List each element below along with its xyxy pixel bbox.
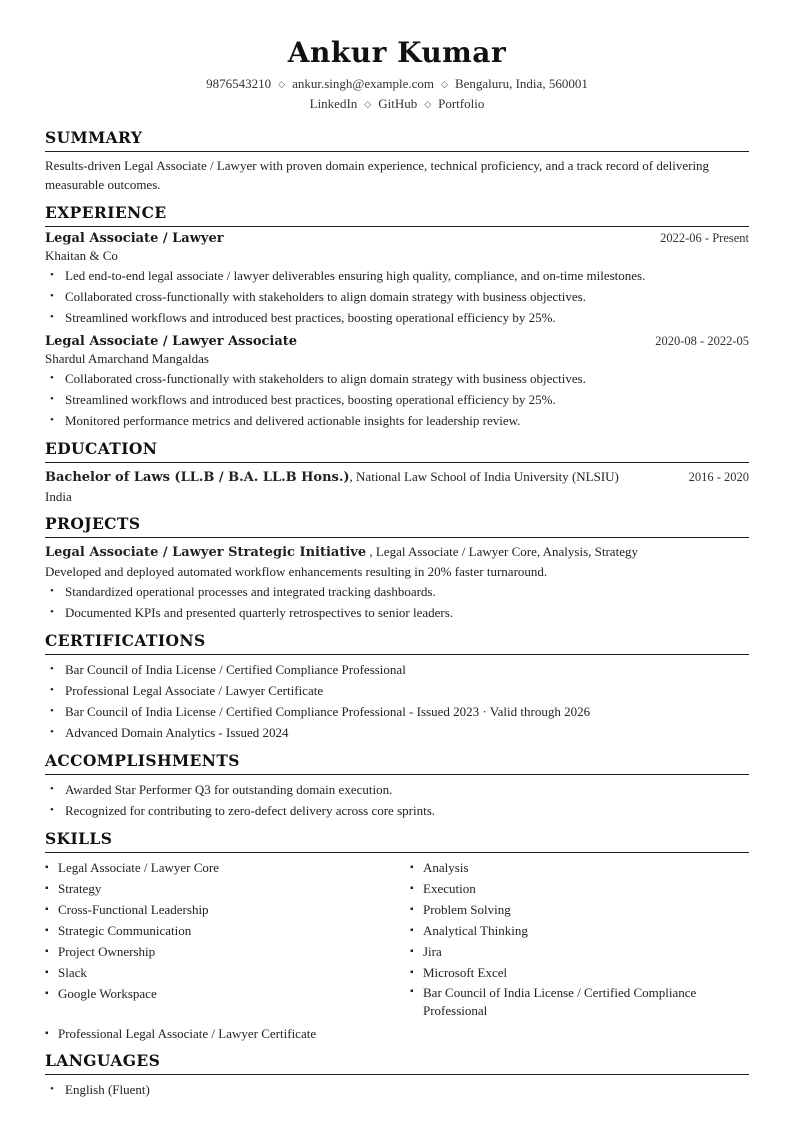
list-item: • Monitored performance metrics and delivered actionable insights for leadership review. [45,410,749,431]
accomplishments-section [45,751,749,821]
skill-item: ▪ Professional Legal Associate / Lawyer Certificate [45,1023,410,1044]
list-item: • Bar Council of India License / Certified Compliance Professional - Issued 2023 · Valid through 2026 [45,701,749,722]
list-item: • Collaborated cross-functionally with stakeholders to align domain strategy with business objectives. [45,368,749,389]
skill-item: ▪ Project Ownership [45,941,410,962]
skill-item: ▪ Legal Associate / Lawyer Core [45,857,410,878]
list-item: • Streamlined workflows and introduced best practices, boosting operational efficiency by 25%. [45,389,749,410]
job-entry [45,231,749,328]
degree: Bachelor of Laws (LL.B / B.A. LL.B Hons.) [45,470,350,485]
separator-icon: ◇ [441,79,448,89]
section-title: LANGUAGES [45,1051,749,1075]
contact-line [45,74,749,94]
job-company: Shardul Amarchand Mangaldas [45,351,209,366]
job-role: Legal Associate / Lawyer [45,231,224,246]
skill-item: ▪ Bar Council of India License / Certified Compliance Professional [410,983,749,1020]
certifications-list [45,659,749,743]
certifications-section [45,631,749,743]
project-name: Legal Associate / Lawyer Strategic Initiative [45,545,367,560]
section-title: EXPERIENCE [45,203,749,227]
list-item: • Recognized for contributing to zero-defect delivery across core sprints. [45,800,749,821]
school: , National Law School of India University (NLSIU) [349,469,619,484]
education-dates: 2016 - 2020 [688,470,749,484]
links-line [45,94,749,114]
skill-item: ▪ Google Workspace [45,983,410,1020]
summary-text: Results-driven Legal Associate / Lawyer with proven domain experience, technical proficiency, and a track record of delivering measurable outcomes. [45,158,710,192]
list-item: • Professional Legal Associate / Lawyer Certificate [45,680,749,701]
skills-section [45,829,749,1044]
portfolio-link[interactable]: Portfolio [438,96,485,111]
summary-section [45,128,749,194]
project-header [45,542,749,562]
experience-section [45,203,749,431]
project-description: Developed and deployed automated workflow enhancements resulting in 20% faster turnaround. [45,564,548,579]
separator-icon: ◇ [364,99,372,109]
skill-item: ▪ Execution [410,878,749,899]
section-title: EDUCATION [45,439,749,463]
skill-item: ▪ Analytical Thinking [410,920,749,941]
job-company: Khaitan & Co [45,248,118,263]
skill-item: ▪ Strategy [45,878,410,899]
github-link[interactable]: GitHub [378,96,418,111]
skill-item: ▪ Strategic Communication [45,920,410,941]
list-item: • Streamlined workflows and introduced best practices, boosting operational efficiency by 25%. [45,307,749,328]
resume-page [45,34,749,1100]
skill-item: ▪ Cross-Functional Leadership [45,899,410,920]
projects-section [45,514,749,623]
location: Bengaluru, India, 560001 [454,76,588,91]
job-bullets [45,368,749,431]
skill-item: ▪ Problem Solving [410,899,749,920]
phone-number: 9876543210 [206,76,272,91]
email-link[interactable]: ankur.singh@example.com [292,76,435,91]
section-title: ACCOMPLISHMENTS [45,751,749,775]
list-item: • Bar Council of India License / Certified Compliance Professional [45,659,749,680]
accomplishments-list [45,779,749,821]
list-item: • Collaborated cross-functionally with stakeholders to align domain strategy with business objectives. [45,286,749,307]
job-dates: 2020-08 - 2022-05 [655,334,749,348]
candidate-name: Ankur Kumar [287,36,507,69]
skill-item: ▪ Jira [410,941,749,962]
skill-item: ▪ Microsoft Excel [410,962,749,983]
list-item: • Awarded Star Performer Q3 for outstanding domain execution. [45,779,749,800]
separator-icon: ◇ [424,99,432,109]
education-line [45,467,619,487]
list-item: • Led end-to-end legal associate / lawyer deliverables ensuring high quality, compliance, and on-time milestones. [45,265,749,286]
languages-section [45,1051,749,1100]
section-title: SUMMARY [45,128,749,152]
linkedin-link[interactable]: LinkedIn [309,96,358,111]
job-bullets [45,265,749,328]
project-bullets [45,581,749,623]
list-item: • Standardized operational processes and integrated tracking dashboards. [45,581,749,602]
section-title: CERTIFICATIONS [45,631,749,655]
job-role: Legal Associate / Lawyer Associate [45,334,298,349]
skills-grid [45,857,749,1044]
job-entry [45,334,749,431]
list-item: • English (Fluent) [45,1079,749,1100]
skill-item: ▪ Slack [45,962,410,983]
skill-item: ▪ Analysis [410,857,749,878]
job-dates: 2022-06 - Present [660,231,749,245]
job-header [45,231,749,246]
job-header [45,334,749,349]
languages-list [45,1079,749,1100]
education-country: India [45,489,72,504]
section-title: SKILLS [45,829,749,853]
separator-icon: ◇ [278,79,286,89]
education-section [45,439,749,506]
education-entry [45,467,749,487]
list-item: • Documented KPIs and presented quarterly retrospectives to senior leaders. [45,602,749,623]
section-title: PROJECTS [45,514,749,538]
list-item: • Advanced Domain Analytics - Issued 2024 [45,722,749,743]
project-tags: , Legal Associate / Lawyer Core, Analysis, Strategy [366,544,638,559]
